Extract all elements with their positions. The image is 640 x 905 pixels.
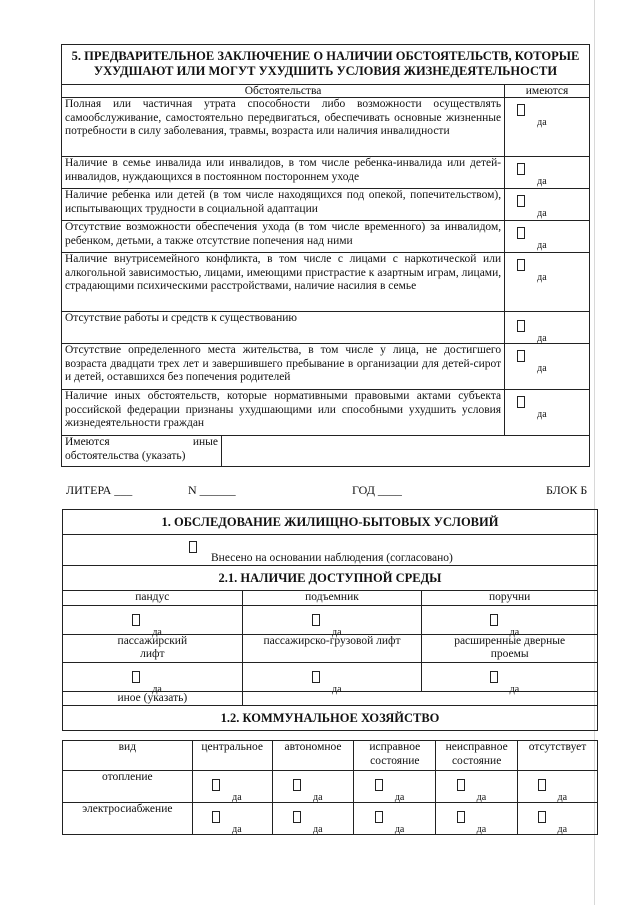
col-present: имеются — [505, 85, 590, 98]
checkbox-icon[interactable] — [212, 779, 220, 791]
circ-row-4: Отсутствие возможности обеспечения ухода (в том числе временного) за инвалидом, ребенком, детьми, а также отсутствие попечения над ними — [62, 221, 505, 253]
utilities-table — [62, 740, 598, 835]
circ-row-6: Отсутствие работы и средств к существованию — [62, 312, 505, 344]
circ-row-7: Отсутствие определенного места жительства, в том числе у лица, не достигшего возраста двадцати трех лет и завершившего пребывание в организации для детей-сирот и детей, оставшихся без попечения родителей — [62, 344, 505, 390]
circ-check-4[interactable]: да — [505, 221, 590, 253]
survey-title: 1. ОБСЛЕДОВАНИЕ ЖИЛИЩНО-БЫТОВЫХ УСЛОВИЙ — [63, 510, 598, 535]
other-label-b: иные — [192, 436, 218, 448]
circ-check-3[interactable]: да — [505, 189, 590, 221]
wide-doors-label: расширенные дверные проемы — [422, 634, 598, 662]
util-col-working: исправное состояние — [354, 741, 436, 771]
survey-table — [62, 509, 598, 731]
block-label: БЛОК Б — [546, 483, 588, 497]
electricity-broken-check[interactable]: да — [436, 803, 518, 835]
ramp-label: пандус — [63, 591, 243, 606]
circ-check-1[interactable]: да — [505, 98, 590, 157]
checkbox-icon[interactable] — [517, 195, 525, 207]
other-circumstances-field[interactable] — [505, 436, 590, 467]
circ-row-3: Наличие ребенка или детей (в том числе находящихся под опекой, попечительством), испытывающих трудности в социальной адаптации — [62, 189, 505, 221]
checkbox-icon[interactable] — [457, 779, 465, 791]
checkbox-icon[interactable] — [538, 811, 546, 823]
lift-device-check[interactable]: да — [242, 605, 422, 634]
electricity-central-check[interactable]: да — [192, 803, 272, 835]
lift-device-label: подъемник — [242, 591, 422, 606]
util-col-central: центральное — [192, 741, 272, 771]
checkbox-icon[interactable] — [517, 227, 525, 239]
section5-title: 5. ПРЕДВАРИТЕЛЬНОЕ ЗАКЛЮЧЕНИЕ О НАЛИЧИИ ОБСТОЯТЕЛЬСТВ, КОТОРЫЕ УХУДШАЮТ ИЛИ МОГУТ УХУДШИТЬ УСЛОВИЯ ЖИЗНЕДЕЯТЕЛЬНОСТИ — [62, 45, 590, 85]
col-circumstances: Обстоятельства — [62, 85, 505, 98]
checkbox-icon[interactable] — [517, 104, 525, 116]
circ-row-8: Наличие иных обстоятельств, которые нормативными правовыми актами субъекта российской федерации признаны ухудшающими или способными ухудшить условия жизнедеятельности граждан — [62, 390, 505, 436]
checkbox-icon[interactable] — [212, 811, 220, 823]
ramp-check[interactable]: да — [63, 605, 243, 634]
n-field[interactable]: N ______ — [188, 483, 236, 497]
passenger-lift-check[interactable]: да — [63, 662, 243, 691]
handrails-check[interactable]: да — [422, 605, 598, 634]
util-row-heating: отопление — [63, 771, 193, 803]
util-col-broken: неисправное состояние — [436, 741, 518, 771]
other-label-c: обстоятельства (указать) — [65, 449, 186, 462]
checkbox-icon[interactable] — [132, 614, 140, 626]
circ-check-2[interactable]: да — [505, 157, 590, 189]
heating-absent-check[interactable]: да — [518, 771, 598, 803]
checkbox-icon[interactable] — [312, 671, 320, 683]
checkbox-icon[interactable] — [538, 779, 546, 791]
checkbox-icon[interactable] — [293, 779, 301, 791]
circ-row-2: Наличие в семье инвалида или инвалидов, в том числе ребенка-инвалида или детей-инвалидов, нуждающихся в постоянном постороннем уходе — [62, 157, 505, 189]
circ-check-6[interactable]: да — [505, 312, 590, 344]
observed-row[interactable] — [63, 535, 598, 566]
util-col-autonomous: автономное — [272, 741, 354, 771]
freight-lift-check[interactable]: да — [242, 662, 422, 691]
heating-broken-check[interactable]: да — [436, 771, 518, 803]
access-title: 2.1. НАЛИЧИЕ ДОСТУПНОЙ СРЕДЫ — [63, 566, 598, 591]
checkbox-icon[interactable] — [375, 811, 383, 823]
other-access-field[interactable] — [242, 691, 597, 706]
util-col-type: вид — [63, 741, 193, 771]
circ-row-5: Наличие внутрисемейного конфликта, в том числе с лицами с наркотической или алкогольной зависимостью, лицами, имеющими пристрастие к азартным играм, лицами, страдающими психическими расстройствами, наличие насилия в семье — [62, 253, 505, 312]
handrails-label: поручни — [422, 591, 598, 606]
heating-working-check[interactable]: да — [354, 771, 436, 803]
checkbox-icon[interactable] — [517, 163, 525, 175]
other-circumstances-cell — [62, 436, 505, 467]
checkbox-icon[interactable] — [457, 811, 465, 823]
checkbox-icon[interactable] — [490, 614, 498, 626]
litera-field[interactable]: ЛИТЕРА ___ — [66, 483, 133, 497]
freight-lift-label: пассажирско-грузовой лифт — [242, 634, 422, 662]
circ-check-8[interactable]: да — [505, 390, 590, 436]
other-label-a: Имеются — [65, 436, 110, 448]
heating-central-check[interactable]: да — [192, 771, 272, 803]
checkbox-icon[interactable] — [517, 320, 525, 332]
util-row-electricity: электросиабжение — [63, 803, 193, 835]
circ-check-7[interactable]: да — [505, 344, 590, 390]
year-field[interactable]: ГОД ____ — [352, 483, 402, 497]
electricity-absent-check[interactable]: да — [518, 803, 598, 835]
section5-table — [61, 44, 590, 467]
checkbox-icon[interactable] — [517, 259, 525, 271]
wide-doors-check[interactable]: да — [422, 662, 598, 691]
util-col-absent: отсутствует — [518, 741, 598, 771]
checkbox-icon[interactable] — [517, 350, 525, 362]
checkbox-icon[interactable] — [293, 811, 301, 823]
heating-autonomous-check[interactable]: да — [272, 771, 354, 803]
observed-label: Внесено на основании наблюдения (согласовано) — [211, 552, 453, 564]
electricity-autonomous-check[interactable]: да — [272, 803, 354, 835]
circ-row-1: Полная или частичная утрата способности либо возможности осуществлять самообслуживание, самостоятельно передвигаться, обеспечивать основные жизненные потребности в силу заболевания, травмы, возраста или наличия инвалидности — [62, 98, 505, 157]
other-access-label: иное (указать) — [63, 691, 243, 706]
checkbox-icon[interactable] — [132, 671, 140, 683]
circ-check-5[interactable]: да — [505, 253, 590, 312]
utilities-title: 1.2. КОММУНАЛЬНОЕ ХОЗЯЙСТВО — [63, 706, 598, 731]
electricity-working-check[interactable]: да — [354, 803, 436, 835]
checkbox-icon[interactable] — [189, 541, 197, 553]
passenger-lift-label: пассажирский лифт — [63, 634, 243, 662]
checkbox-icon[interactable] — [375, 779, 383, 791]
checkbox-icon[interactable] — [517, 396, 525, 408]
checkbox-icon[interactable] — [312, 614, 320, 626]
checkbox-icon[interactable] — [490, 671, 498, 683]
